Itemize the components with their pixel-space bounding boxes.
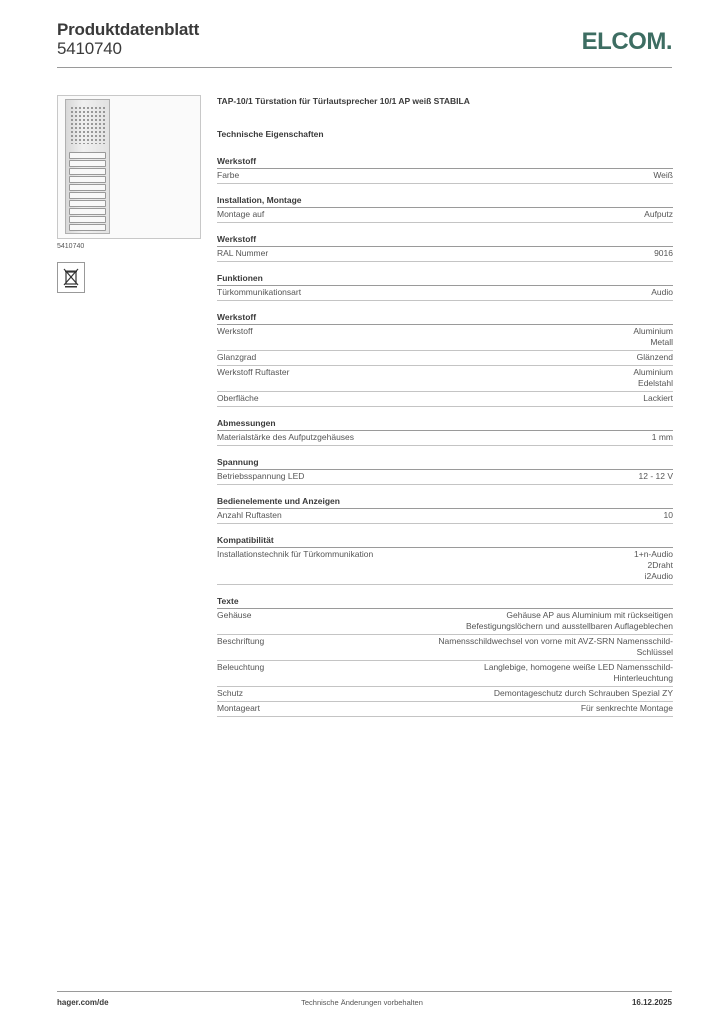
group-title: Texte [217,596,673,609]
spec-value-line: Lackiert [643,393,673,403]
spec-value [639,471,674,482]
spec-value [664,510,673,521]
spec-value-line: 10 [663,510,673,520]
spec-key: Schutz [217,688,243,698]
spec-value [633,367,673,389]
spec-row [217,286,673,301]
spec-row [217,687,673,702]
spec-row [217,609,673,635]
spec-value-line: Metall [650,337,673,347]
call-button [69,208,106,215]
brand-logo: ELCOM. [581,28,672,55]
spec-value-line: Audio [651,287,673,297]
spec-group [217,535,673,585]
spec-value-line: Gehäuse AP aus Aluminium mit rückseitigen [506,610,673,620]
spec-group [217,418,673,446]
spec-row [217,702,673,717]
call-button [69,216,106,223]
footer-disclaimer: Technische Änderungen vorbehalten [301,998,423,1007]
group-title: Bedienelemente und Anzeigen [217,496,673,509]
spec-row [217,470,673,485]
spec-group [217,312,673,407]
spec-value-line: Demontageschutz durch Schrauben Spezial ZY [493,688,673,698]
spec-group [217,195,673,223]
spec-value-line: Aluminium [633,367,673,377]
spec-content [217,96,673,728]
spec-row [217,509,673,524]
product-image [57,95,201,239]
spec-key: Anzahl Ruftasten [217,510,282,520]
spec-key: RAL Nummer [217,248,269,258]
spec-value [651,287,673,298]
spec-value [581,703,673,714]
spec-group [217,457,673,485]
footer-date: 16.12.2025 [631,998,672,1007]
spec-row [217,325,673,351]
call-button [69,224,106,231]
group-title: Werkstoff [217,156,673,169]
spec-value-line: Für senkrechte Montage [580,703,673,713]
call-button [69,160,106,167]
spec-key: Beschriftung [217,636,265,646]
crossed-bin-icon [57,262,85,293]
group-title: Installation, Montage [217,195,673,208]
spec-row [217,366,673,392]
call-button [69,168,106,175]
spec-value-line: Schlüssel [636,647,673,657]
footer-divider [57,991,672,992]
group-title: Kompatibilität [217,535,673,548]
spec-value-line: 1+n-Audio [634,549,673,559]
header-divider [57,67,672,68]
group-title: Funktionen [217,273,673,286]
spec-key: Montageart [217,703,260,713]
article-number: 5410740 [57,39,122,58]
door-station-illustration [65,99,110,234]
spec-row [217,431,673,446]
group-title: Werkstoff [217,312,673,325]
spec-value-line: Langlebige, homogene weiße LED Namensschild- [484,662,673,672]
spec-row [217,392,673,407]
group-title: Werkstoff [217,234,673,247]
spec-value-line: Glänzend [636,352,673,362]
spec-value-line: 9016 [654,248,673,258]
spec-value [494,688,673,699]
spec-value-line: Aluminium [633,326,673,336]
call-button [69,176,106,183]
spec-value-line: 2Draht [647,560,673,570]
spec-key: Farbe [217,170,240,180]
spec-row [217,247,673,262]
spec-key: Beleuchtung [217,662,265,672]
spec-value [438,636,673,658]
group-title: Spannung [217,457,673,470]
spec-groups [217,156,673,717]
spec-value [653,170,673,181]
call-button [69,200,106,207]
spec-value-line: 12 - 12 V [638,471,673,481]
spec-row [217,169,673,184]
call-button [69,152,106,159]
spec-key: Installationstechnik für Türkommunikation [217,549,374,559]
spec-value [634,549,673,582]
spec-value-line: 1 mm [651,432,673,442]
spec-value-line: i2Audio [644,571,673,581]
group-title: Abmessungen [217,418,673,431]
spec-key: Betriebsspannung LED [217,471,305,481]
spec-value-line: Namensschildwechsel von vorne mit AVZ-SRN Namensschild- [438,636,673,646]
spec-key: Montage auf [217,209,265,219]
spec-key: Werkstoff Ruftaster [217,367,290,377]
spec-value [466,610,673,632]
section-label: Technische Eigenschaften [217,129,324,139]
speaker-grille [70,106,105,144]
spec-value [654,248,673,259]
spec-group [217,156,673,184]
spec-row [217,351,673,366]
spec-key: Glanzgrad [217,352,257,362]
spec-key: Gehäuse [217,610,252,620]
image-caption: 5410740 [57,243,85,250]
call-button [69,184,106,191]
spec-key: Oberfläche [217,393,259,403]
spec-value [644,209,673,220]
spec-group [217,596,673,717]
product-title: TAP-10/1 Türstation für Türlautsprecher 10/1 AP weiß STABILA [217,96,470,106]
spec-key: Türkommunikationsart [217,287,302,297]
spec-value-line: Edelstahl [638,378,673,388]
spec-group [217,234,673,262]
spec-row [217,208,673,223]
spec-key: Materialstärke des Aufputzgehäuses [217,432,355,442]
spec-value [652,432,673,443]
page-title: Produktdatenblatt [57,20,200,39]
spec-value-line: Aufputz [644,209,673,219]
spec-value-line: Weiß [653,170,673,180]
spec-value [633,326,673,348]
spec-row [217,635,673,661]
spec-row [217,548,673,585]
spec-value-line: Befestigungslöchern und ausstellbaren Auflageblechen [466,621,673,631]
spec-row [217,661,673,687]
spec-value [637,352,673,363]
spec-group [217,273,673,301]
spec-value [484,662,673,684]
spec-key: Werkstoff [217,326,253,336]
spec-group [217,496,673,524]
spec-value [643,393,673,404]
call-button [69,192,106,199]
footer-website: hager.com/de [57,998,109,1007]
spec-value-line: Hinterleuchtung [613,673,673,683]
